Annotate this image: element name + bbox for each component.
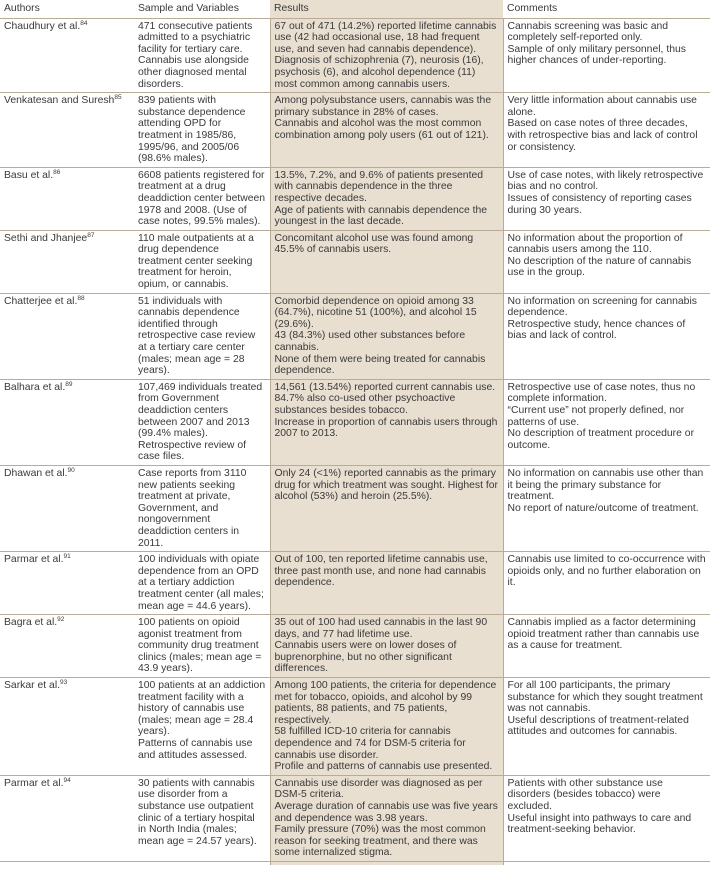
comments-cell (503, 93, 710, 168)
comments-line: Cannabis screening was basic and completely self-reported only. (507, 20, 669, 44)
rule-cell (134, 861, 270, 865)
reference-number: 91 (63, 553, 71, 561)
results-line: Age of patients with cannabis dependence the youngest in the last decade. (274, 204, 488, 228)
author-cell (0, 465, 134, 551)
comments-cell (503, 615, 710, 678)
comments-line: For all 100 participants, the primary substance for which they sought treatment was not cannabis. (507, 680, 703, 715)
sample-cell (134, 552, 270, 615)
reference-number: 84 (80, 19, 88, 27)
reference-number: 89 (65, 380, 73, 388)
table-row (0, 552, 710, 615)
comments-cell (503, 465, 710, 551)
sample-cell (134, 293, 270, 379)
sample-line: Cannabis use alongside other diagnosed mental disorders. (138, 55, 249, 90)
author-name: Chatterjee et al. (4, 295, 78, 307)
table-bottom-rule (0, 861, 710, 865)
rule-cell (270, 861, 503, 865)
comments-line: Retrospective use of case notes, thus no complete information. (507, 381, 696, 405)
results-line: 14,561 (13.54%) reported current cannabis use. 84.7% also co-used other psychoactive substances besides tobacco. (274, 381, 496, 416)
sample-cell (134, 379, 270, 465)
results-cell (270, 552, 503, 615)
results-line: 67 out of 471 (14.2%) reported lifetime cannabis use (42 had occasional use, 18 had frequent use, and seven had cannabis dependence). (274, 20, 497, 55)
sample-cell (134, 18, 270, 93)
sample-line: 100 patients at an addiction treatment facility with a history of cannabis use (males; mean age = 28.4 years). (138, 680, 266, 738)
sample-cell (134, 678, 270, 776)
results-cell (270, 615, 503, 678)
results-line: Diagnosis of schizophrenia (7), neurosis (16), psychosis (6), and alcohol dependence (11) most common among cannabis users. (274, 55, 484, 90)
comments-line: Issues of consistency of reporting cases during 30 years. (507, 192, 692, 216)
author-cell (0, 293, 134, 379)
author-name: Sethi and Jhanjee (4, 232, 88, 244)
results-line: 43 (84.3%) used other substances before cannabis. (274, 330, 466, 354)
comments-cell (503, 379, 710, 465)
reference-number: 94 (63, 776, 71, 784)
table-row (0, 18, 710, 93)
sample-line: 51 individuals with cannabis dependence identified through retrospective case review at a tertiary care center (males; mean age = 28 years). (138, 295, 256, 377)
sample-line: 839 patients with substance dependence attending OPD for treatment in 1985/86, 1995/96, and 2005/06 (98.6% males). (138, 95, 246, 165)
reference-number: 88 (77, 294, 85, 302)
table-row (0, 230, 710, 293)
sample-line: 30 patients with cannabis use disorder from a substance use outpatient clinic of a tertiary hospital in North India (males; mean age = 24.57 years). (138, 777, 257, 847)
author-cell (0, 18, 134, 93)
comments-cell (503, 230, 710, 293)
author-name: Venkatesan and Suresh (4, 95, 115, 107)
author-cell (0, 167, 134, 230)
results-cell (270, 678, 503, 776)
reference-number: 86 (53, 168, 61, 176)
sample-line: Patterns of cannabis use and attitudes assessed. (138, 738, 253, 761)
table-row (0, 465, 710, 551)
sample-line: Case reports from 3110 new patients seeking treatment at private, Government, and nongovernment deaddiction centers in 2011. (138, 467, 247, 549)
author-cell (0, 93, 134, 168)
table-row (0, 293, 710, 379)
results-line: Average duration of cannabis use was five years and dependence was 3.98 years. (274, 801, 498, 824)
author-cell (0, 379, 134, 465)
author-cell (0, 552, 134, 615)
results-line: Concomitant alcohol use was found among 45.5% of cannabis users. (274, 232, 474, 256)
comments-line: Cannabis implied as a factor determining opioid treatment rather than cannabis use as a cause for treatment. (507, 617, 700, 652)
sample-cell (134, 230, 270, 293)
comments-line: “Current use” not properly defined, nor patterns of use. (507, 405, 685, 428)
comments-line: Sample of only military personnel, thus higher chances of under-reporting. (507, 43, 686, 67)
sample-cell (134, 167, 270, 230)
comments-line: Useful descriptions of treatment-related attitudes and outcomes for cannabis. (507, 714, 689, 738)
author-cell (0, 615, 134, 678)
comments-cell (503, 18, 710, 93)
results-cell (270, 93, 503, 168)
results-line: 13.5%, 7.2%, and 9.6% of patients presented with cannabis dependence in the three respective decades. (274, 169, 484, 204)
author-name: Bagra et al. (4, 617, 58, 629)
comments-cell (503, 167, 710, 230)
comments-cell (503, 293, 710, 379)
results-line: Cannabis users were on lower doses of buprenorphine, but no other significant differences. (274, 640, 457, 675)
header-results: Results (270, 0, 503, 18)
table-row (0, 678, 710, 776)
author-name: Basu et al. (4, 169, 54, 181)
sample-cell (134, 93, 270, 168)
comments-line: Retrospective study, hence chances of bias and lack of control. (507, 318, 686, 342)
comments-line: Cannabis use limited to co-occurrence with opioids only, and no further elaboration on it. (507, 554, 706, 589)
results-cell (270, 230, 503, 293)
reference-number: 90 (67, 466, 75, 474)
table-row (0, 615, 710, 678)
results-line: Cannabis use disorder was diagnosed as per DSM-5 criteria. (274, 777, 483, 801)
author-name: Sarkar et al. (4, 680, 61, 692)
results-cell (270, 293, 503, 379)
results-cell (270, 465, 503, 551)
header-sample: Sample and Variables (138, 3, 239, 14)
results-line: Increase in proportion of cannabis users through 2007 to 2013. (274, 416, 498, 440)
results-line: Only 24 (<1%) reported cannabis as the primary drug for which treatment was sought. Highest for alcohol (53%) and heroin (25.5%). (274, 467, 499, 503)
results-line: 58 fulfilled ICD-10 criteria for cannabis dependence and 74 for DSM-5 criteria for cannabis use disorder. (274, 726, 466, 761)
reference-number: 92 (57, 616, 65, 624)
author-name: Dhawan et al. (4, 467, 68, 479)
table-row (0, 379, 710, 465)
results-line: Cannabis and alcohol was the most common combination among poly users (61 out of 121). (274, 118, 489, 141)
rule-cell (0, 861, 134, 865)
sample-line: 100 patients on opioid agonist treatment from community drug treatment clinics (males; mean age = 43.9 years). (138, 617, 262, 675)
comments-line: No information on cannabis use other than it being the primary substance for treatment. (507, 467, 704, 503)
results-line: Among polysubstance users, cannabis was the primary substance in 28% of cases. (274, 95, 492, 118)
author-name: Parmar et al. (4, 554, 64, 566)
sample-line: 100 individuals with opiate dependence from an OPD at a tertiary addiction treatment center (all males; mean age = 44.6 years). (138, 554, 264, 612)
author-name: Chaudhury et al. (4, 20, 81, 32)
results-cell (270, 379, 503, 465)
comments-cell (503, 552, 710, 615)
comments-line: No information on screening for cannabis dependence. (507, 295, 697, 319)
results-line: Out of 100, ten reported lifetime cannabis use, three past month use, and none had cannabis dependence. (274, 554, 488, 589)
comments-cell (503, 678, 710, 776)
comments-line: No description of treatment procedure or outcome. (507, 428, 695, 451)
table-row (0, 775, 710, 861)
header-authors: Authors (4, 3, 40, 14)
results-line: Comorbid dependence on opioid among 33 (64.7%), nicotine 51 (100%), and alcohol 15 (29.6%). (274, 295, 477, 330)
sample-cell (134, 775, 270, 861)
results-cell (270, 775, 503, 861)
sample-line: Retrospective review of case files. (138, 439, 246, 463)
comments-line: Use of case notes, with likely retrospective bias and no control. (507, 169, 704, 193)
comments-line: No information about the proportion of cannabis users among the 110. (507, 232, 683, 256)
results-line: Profile and patterns of cannabis use presented. (274, 761, 493, 773)
author-cell (0, 678, 134, 776)
author-cell (0, 230, 134, 293)
sample-line: 110 male outpatients at a drug dependence treatment center seeking treatment for heroin, opium, or cannabis. (138, 232, 254, 291)
comments-line: Very little information about cannabis use alone. (507, 95, 697, 118)
author-name: Parmar et al. (4, 777, 64, 789)
sample-line: 6608 patients registered for treatment at a drug deaddiction center between 1978 and 2008. (Use of case notes, 99.5% males). (138, 169, 266, 228)
sample-line: 107,469 individuals treated from Government deaddiction centers between 2007 and 2013 (99.4% males). (138, 381, 263, 440)
reference-number: 85 (114, 94, 122, 102)
author-cell (0, 775, 134, 861)
table-row (0, 167, 710, 230)
comments-cell (503, 775, 710, 861)
results-line: Family pressure (70%) was the most common reason for seeking treatment, and there was some internalized stigma. (274, 824, 486, 859)
comments-line: Patients with other substance use disorders (besides tobacco) were excluded. (507, 777, 663, 812)
results-line: Among 100 patients, the criteria for dependence met for tobacco, opioids, and alcohol by 99 patients, 88 patients, and 75 patients, respectively. (274, 680, 497, 726)
author-name: Balhara et al. (4, 381, 66, 393)
sample-cell (134, 615, 270, 678)
sample-line: 471 consecutive patients admitted to a psychiatric facility for tertiary care. (138, 20, 253, 55)
header-row (0, 0, 710, 18)
sample-cell (134, 465, 270, 551)
results-line: 35 out of 100 had used cannabis in the last 90 days, and 77 had lifetime use. (274, 617, 488, 640)
reference-number: 87 (87, 231, 95, 239)
header-comments: Comments (507, 3, 558, 14)
comments-line: No report of nature/outcome of treatment. (507, 502, 699, 514)
comments-line: No description of the nature of cannabis use in the group. (507, 255, 692, 279)
results-line: None of them were being treated for cannabis dependence. (274, 353, 486, 377)
comments-line: Based on case notes of three decades, with retrospective bias and lack of control or consistency. (507, 118, 698, 153)
reference-number: 93 (60, 679, 68, 687)
comments-line: Useful insight into pathways to care and treatment-seeking behavior. (507, 812, 692, 836)
table-row (0, 93, 710, 168)
results-cell (270, 18, 503, 93)
results-cell (270, 167, 503, 230)
rule-cell (503, 861, 710, 865)
